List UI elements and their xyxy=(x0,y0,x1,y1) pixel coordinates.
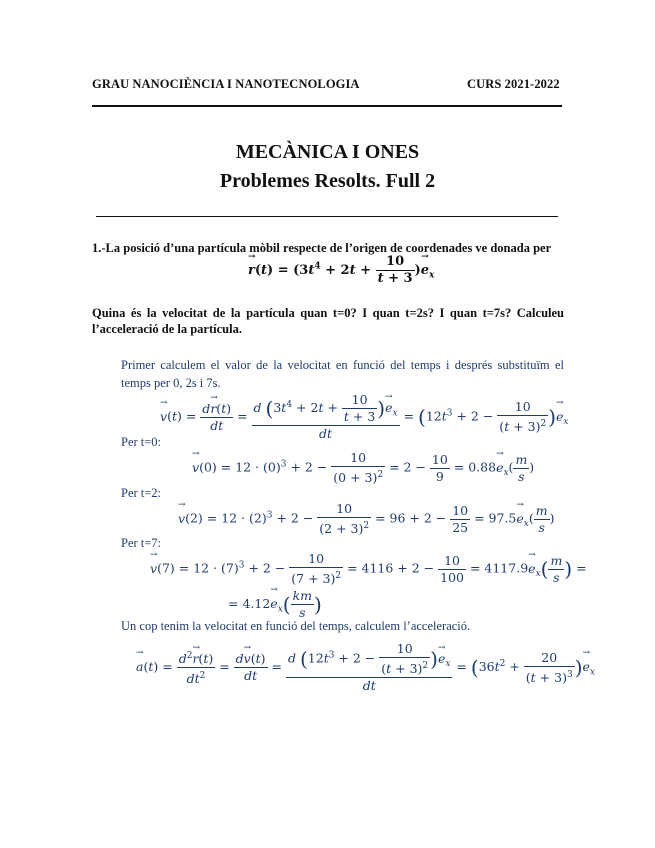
course-header-right: CURS 2021-2022 xyxy=(467,77,560,91)
problem-question: Quina és la velocitat de la partícula quan t=0? I quan t=2s? I quan t=7s? Calculeu l’acceleració de la partícula. xyxy=(92,306,564,336)
page-subtitle: Problemes Resolts. Full 2 xyxy=(219,170,436,192)
velocity-t7-equation: → $v(7) = 12 \cdot (7)^3 + 2$ − $\frac{10}{(7 + 3)^2}$ = 4116 + 2 − $\frac{10}{100}$ = $4117.9\to e_x$( $\frac{m}{s}$ ) = xyxy=(150,551,587,587)
header-rule xyxy=(92,105,562,107)
case-t7-label: Per t=7: xyxy=(121,536,162,550)
position-equation: → $r(t) = (3t^4 + 2t$ + $\frac{10}{t + 3}$ )→ $e_x$ xyxy=(248,254,434,287)
course-header-left: GRAU NANOCIÈNCIA I NANOTECNOLOGIA xyxy=(92,77,360,91)
page-title: MECÀNICA I ONES xyxy=(235,141,420,163)
acceleration-intro: Un cop tenim la velocitat en funció del temps, calculem l’acceleració. xyxy=(121,619,471,633)
problem-statement: 1.-La posició d’una partícula mòbil respecte de l’origen de coordenades ve donada per xyxy=(92,241,552,255)
case-t2-label: Per t=2: xyxy=(121,486,162,500)
velocity-t7-km-result: = $4.12\to e_x$( $\frac{km}{s}$ ) xyxy=(228,588,322,621)
velocity-t2-equation: → $v(2) = 12 \cdot (2)^3 + 2$ − $\frac{10}{(2 + 3)^2}$ = 96 + 2 − $\frac{10}{25}$ = $97.5\to e_x$( $\frac{m}{s}$ ) xyxy=(178,501,555,537)
case-t0-label: Per t=0: xyxy=(121,435,162,449)
title-rule xyxy=(96,216,558,217)
velocity-t0-equation: → $v(0) = 12 \cdot (0)^3 + 2$ − $\frac{10}{(0 + 3)^2}$ = 2 − $\frac{10}{9}$ = $0.88\to e_x$( $\frac{m}{s}$ ) xyxy=(192,450,534,486)
velocity-general-equation: → v(t) = $\frac{d\to r(t)}{dt}$ = d ($3t^4 + 2t$ + $\frac{10}{t + 3}$ )→ $e_x$ dt = ($12t^3 + 2$ − $\frac{10}{(t + 3)^2}$ )→ $e_x$ xyxy=(160,392,569,442)
solution-intro: Primer calculem el valor de la velocitat en funció del temps i després substituïm el temps per 0, 2s i 7s. xyxy=(121,358,564,390)
acceleration-equation: → a(t) = $\frac{d^2\to r(t)}{dt^2}$ = $\frac{d\to v(t)}{dt}$ = d ($12t^3 + 2$ − $\frac{10}{(t + 3)^2}$ )→ $e_x$ dt = ($36t^2$ + $\frac{20}{(t + 3)^3}$ )→ $e_x$ xyxy=(136,641,595,694)
